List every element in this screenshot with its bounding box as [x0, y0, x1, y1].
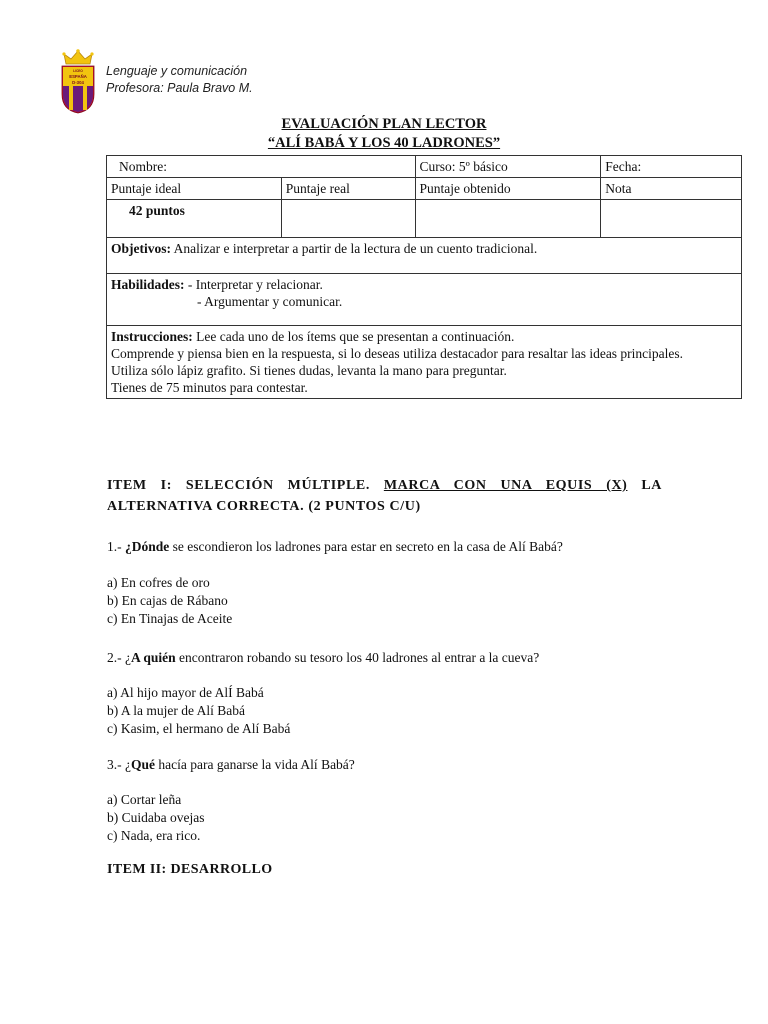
question-2-prefix: 2.- ¿ — [107, 650, 131, 665]
option-1c[interactable]: c) En Tinajas de Aceite — [107, 611, 233, 626]
crest-text-3: D-304 — [72, 80, 84, 85]
nombre-field[interactable]: Nombre: — [107, 156, 416, 178]
instrucciones-3: Utiliza sólo lápiz grafito. Si tienes dudas, levanta la mano para preguntar. — [111, 363, 507, 378]
header-text — [106, 63, 253, 97]
option-1a[interactable]: a) En cofres de oro — [107, 575, 210, 590]
question-1-options — [107, 574, 662, 628]
fecha-field[interactable]: Fecha: — [601, 156, 742, 178]
puntaje-real-header: Puntaje real — [281, 178, 415, 200]
question-3-prefix: 3.- ¿ — [107, 757, 131, 772]
subject-label: Lenguaje y comunicación — [106, 64, 248, 78]
option-2b[interactable]: b) A la mujer de Alí Babá — [107, 703, 245, 718]
instrucciones-label: Instrucciones: — [111, 329, 193, 344]
puntaje-ideal-value: 42 puntos — [107, 200, 282, 238]
option-3c[interactable]: c) Nada, era rico. — [107, 828, 201, 843]
item2-heading: ITEM II: DESARROLLO — [107, 862, 273, 877]
option-3a[interactable]: a) Cortar leña — [107, 792, 182, 807]
question-2-keyword: A quién — [131, 650, 176, 665]
objetivos-text: Analizar e interpretar a partir de la lectura de un cuento tradicional. — [171, 241, 538, 256]
question-1-text: se escondieron los ladrones para estar en secreto en la casa de Alí Babá? — [169, 539, 563, 554]
question-3 — [107, 756, 662, 774]
question-3-options — [107, 791, 662, 845]
objetivos-label: Objetivos: — [111, 241, 171, 256]
option-2a[interactable]: a) Al hijo mayor de AlÍ Babá — [107, 685, 264, 700]
document-header — [60, 48, 253, 114]
question-3-keyword: Qué — [131, 757, 156, 772]
item1-heading — [107, 475, 662, 517]
question-1-prefix: 1.- — [107, 539, 125, 554]
question-2-text: encontraron robando su tesoro los 40 ladrones al entrar a la cueva? — [175, 650, 540, 665]
question-1 — [107, 538, 662, 556]
habilidad-2: - Argumentar y comunicar. — [197, 294, 343, 309]
crest-text-2: ESPAÑA — [69, 74, 87, 79]
item1-underlined: MARCA CON UNA EQUIS (X) — [383, 478, 628, 493]
question-3-text: hacía para ganarse la vida Alí Babá? — [155, 757, 355, 772]
instrucciones-4: Tienes de 75 minutos para contestar. — [111, 380, 308, 395]
item1-part1: ITEM I: SELECCIÓN MÚLTIPLE. — [107, 478, 384, 493]
title-line-2: “ALÍ BABÁ Y LOS 40 LADRONES” — [267, 135, 501, 151]
puntaje-ideal-header: Puntaje ideal — [107, 178, 282, 200]
habilidades-cell — [107, 274, 742, 326]
option-3b[interactable]: b) Cuidaba ovejas — [107, 810, 205, 825]
instrucciones-cell — [107, 326, 742, 399]
puntaje-real-value[interactable] — [281, 200, 415, 238]
puntaje-obtenido-value[interactable] — [415, 200, 601, 238]
nota-header: Nota — [601, 178, 742, 200]
crest-text-1: LICEO — [73, 69, 83, 73]
nota-value[interactable] — [601, 200, 742, 238]
instrucciones-2: Comprende y piensa bien en la respuesta, si lo deseas utiliza destacador para resaltar las ideas principales. — [111, 346, 684, 361]
title-line-1: EVALUACIÓN PLAN LECTOR — [281, 116, 487, 132]
school-crest-logo — [60, 48, 96, 114]
student-info-table — [106, 155, 742, 399]
curso-field: Curso: 5º básico — [415, 156, 601, 178]
instrucciones-1: Lee cada uno de los ítems que se presentan a continuación. — [192, 329, 515, 344]
puntaje-obtenido-header: Puntaje obtenido — [415, 178, 601, 200]
question-1-keyword: ¿Dónde — [125, 539, 170, 554]
option-1b[interactable]: b) En cajas de Rábano — [107, 593, 228, 608]
objetivos-cell — [107, 238, 742, 274]
option-2c[interactable]: c) Kasim, el hermano de Alí Babá — [107, 721, 291, 736]
question-2 — [107, 649, 662, 667]
teacher-label: Profesora: Paula Bravo M. — [106, 81, 253, 95]
question-2-options — [107, 684, 662, 738]
item1-part2: LA ALTERNATIVA CORRECTA. (2 PUNTOS C/U) — [107, 478, 663, 514]
page-title — [0, 115, 768, 153]
habilidad-1: - Interpretar y relacionar. — [184, 277, 323, 292]
habilidades-label: Habilidades: — [111, 277, 185, 292]
